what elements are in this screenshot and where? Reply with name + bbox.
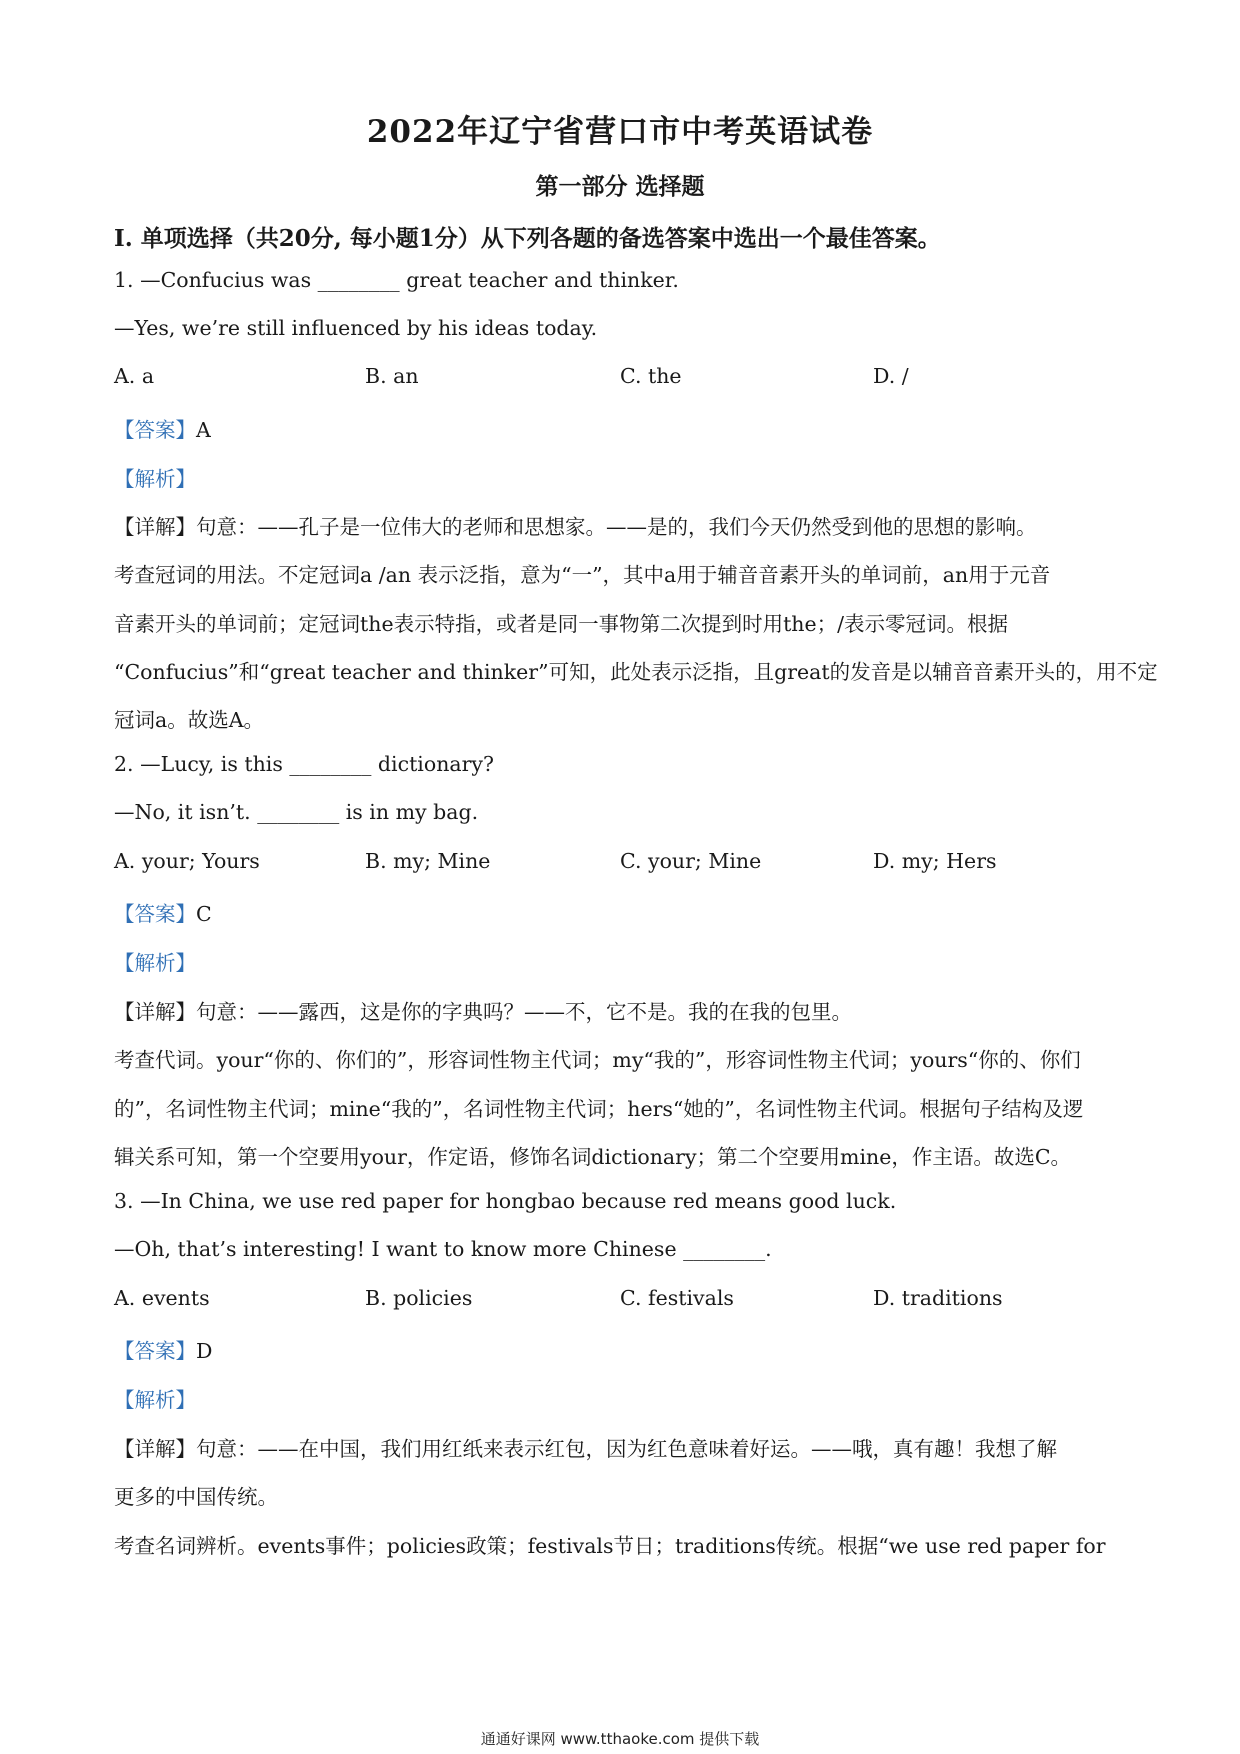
option-d: D. traditions	[873, 1286, 1003, 1310]
option-c: C. festivals	[620, 1286, 734, 1310]
option-b: B. policies	[365, 1286, 473, 1310]
question-1-reply: —Yes, we’re still influenced by his ideas today.	[114, 316, 598, 340]
question-2-analysis-label: 【解析】	[114, 951, 196, 975]
answer-label: 【答案】	[114, 418, 196, 442]
detail-text: 句意：——露西，这是你的字典吗？——不，它不是。我的在我的包里。	[196, 1000, 852, 1024]
question-1-detail-2: 考查冠词的用法。不定冠词a /an 表示泛指，意为“一”，其中a用于辅音音素开头的单词前，an用于元音	[114, 563, 1051, 587]
option-c: C. your; Mine	[620, 849, 762, 873]
option-a: A. events	[114, 1286, 210, 1310]
question-2-stem: 2. —Lucy, is this ________ dictionary?	[114, 752, 495, 776]
detail-label: 【详解】	[114, 515, 196, 539]
section-heading: I. 单项选择（共20分, 每小题1分）从下列各题的备选答案中选出一个最佳答案。	[114, 225, 941, 252]
question-1-detail-5: 冠词a。故选A。	[114, 708, 265, 732]
question-1-detail-1	[114, 510, 1037, 540]
option-a: A. a	[114, 364, 155, 388]
question-2-answer	[114, 897, 212, 927]
option-b: B. my; Mine	[365, 849, 491, 873]
answer-value: A	[196, 418, 211, 442]
question-2-detail-2: 考查代词。your“你的、你们的”，形容词性物主代词；my“我的”，形容词性物主代词；yours“你的、你们	[114, 1048, 1081, 1072]
question-1-answer	[114, 413, 211, 443]
page-title: 2022年辽宁省营口市中考英语试卷	[366, 114, 874, 150]
question-3-reply: —Oh, that’s interesting! I want to know more Chinese ________.	[114, 1237, 772, 1261]
option-d: D. /	[873, 364, 909, 388]
question-1-stem: 1. —Confucius was ________ great teacher and thinker.	[114, 268, 679, 292]
question-3-detail-3: 考查名词辨析。events事件；policies政策；festivals节日；traditions传统。根据“we use red paper for	[114, 1534, 1106, 1558]
option-a: A. your; Yours	[114, 849, 260, 873]
page-footer: 通通好课网 www.tthaoke.com 提供下载	[480, 1730, 760, 1748]
detail-label: 【详解】	[114, 1000, 196, 1024]
question-1-detail-3: 音素开头的单词前；定冠词the表示特指，或者是同一事物第二次提到时用the；/表示零冠词。根据	[114, 612, 1009, 636]
question-3-answer	[114, 1334, 212, 1364]
detail-label: 【详解】	[114, 1437, 196, 1461]
answer-value: C	[196, 902, 212, 926]
detail-text: 句意：——在中国，我们用红纸来表示红包，因为红色意味着好运。——哦，真有趣！我想了解	[196, 1437, 1057, 1461]
question-2-detail-4: 辑关系可知，第一个空要用your，作定语，修饰名词dictionary；第二个空要用mine，作主语。故选C。	[114, 1145, 1072, 1169]
question-2-reply: —No, it isn’t. ________ is in my bag.	[114, 800, 479, 824]
answer-value: D	[196, 1339, 213, 1363]
detail-text: 句意：——孔子是一位伟大的老师和思想家。——是的，我们今天仍然受到他的思想的影响。	[196, 515, 1037, 539]
part-subtitle: 第一部分 选择题	[535, 173, 705, 200]
question-1-detail-4: “Confucius”和“great teacher and thinker”可知，此处表示泛指，且great的发音是以辅音音素开头的，用不定	[114, 660, 1158, 684]
option-c: C. the	[620, 364, 682, 388]
answer-label: 【答案】	[114, 902, 196, 926]
question-1-analysis-label: 【解析】	[114, 467, 196, 491]
question-3-detail-1	[114, 1432, 1057, 1462]
option-d: D. my; Hers	[873, 849, 997, 873]
answer-label: 【答案】	[114, 1339, 196, 1363]
option-b: B. an	[365, 364, 419, 388]
question-2-detail-1	[114, 995, 852, 1025]
question-3-stem: 3. —In China, we use red paper for hongbao because red means good luck.	[114, 1189, 897, 1213]
question-3-detail-2: 更多的中国传统。	[114, 1485, 278, 1509]
question-2-detail-3: 的”，名词性物主代词；mine“我的”，名词性物主代词；hers“她的”，名词性物主代词。根据句子结构及逻	[114, 1097, 1084, 1121]
question-3-analysis-label: 【解析】	[114, 1388, 196, 1412]
